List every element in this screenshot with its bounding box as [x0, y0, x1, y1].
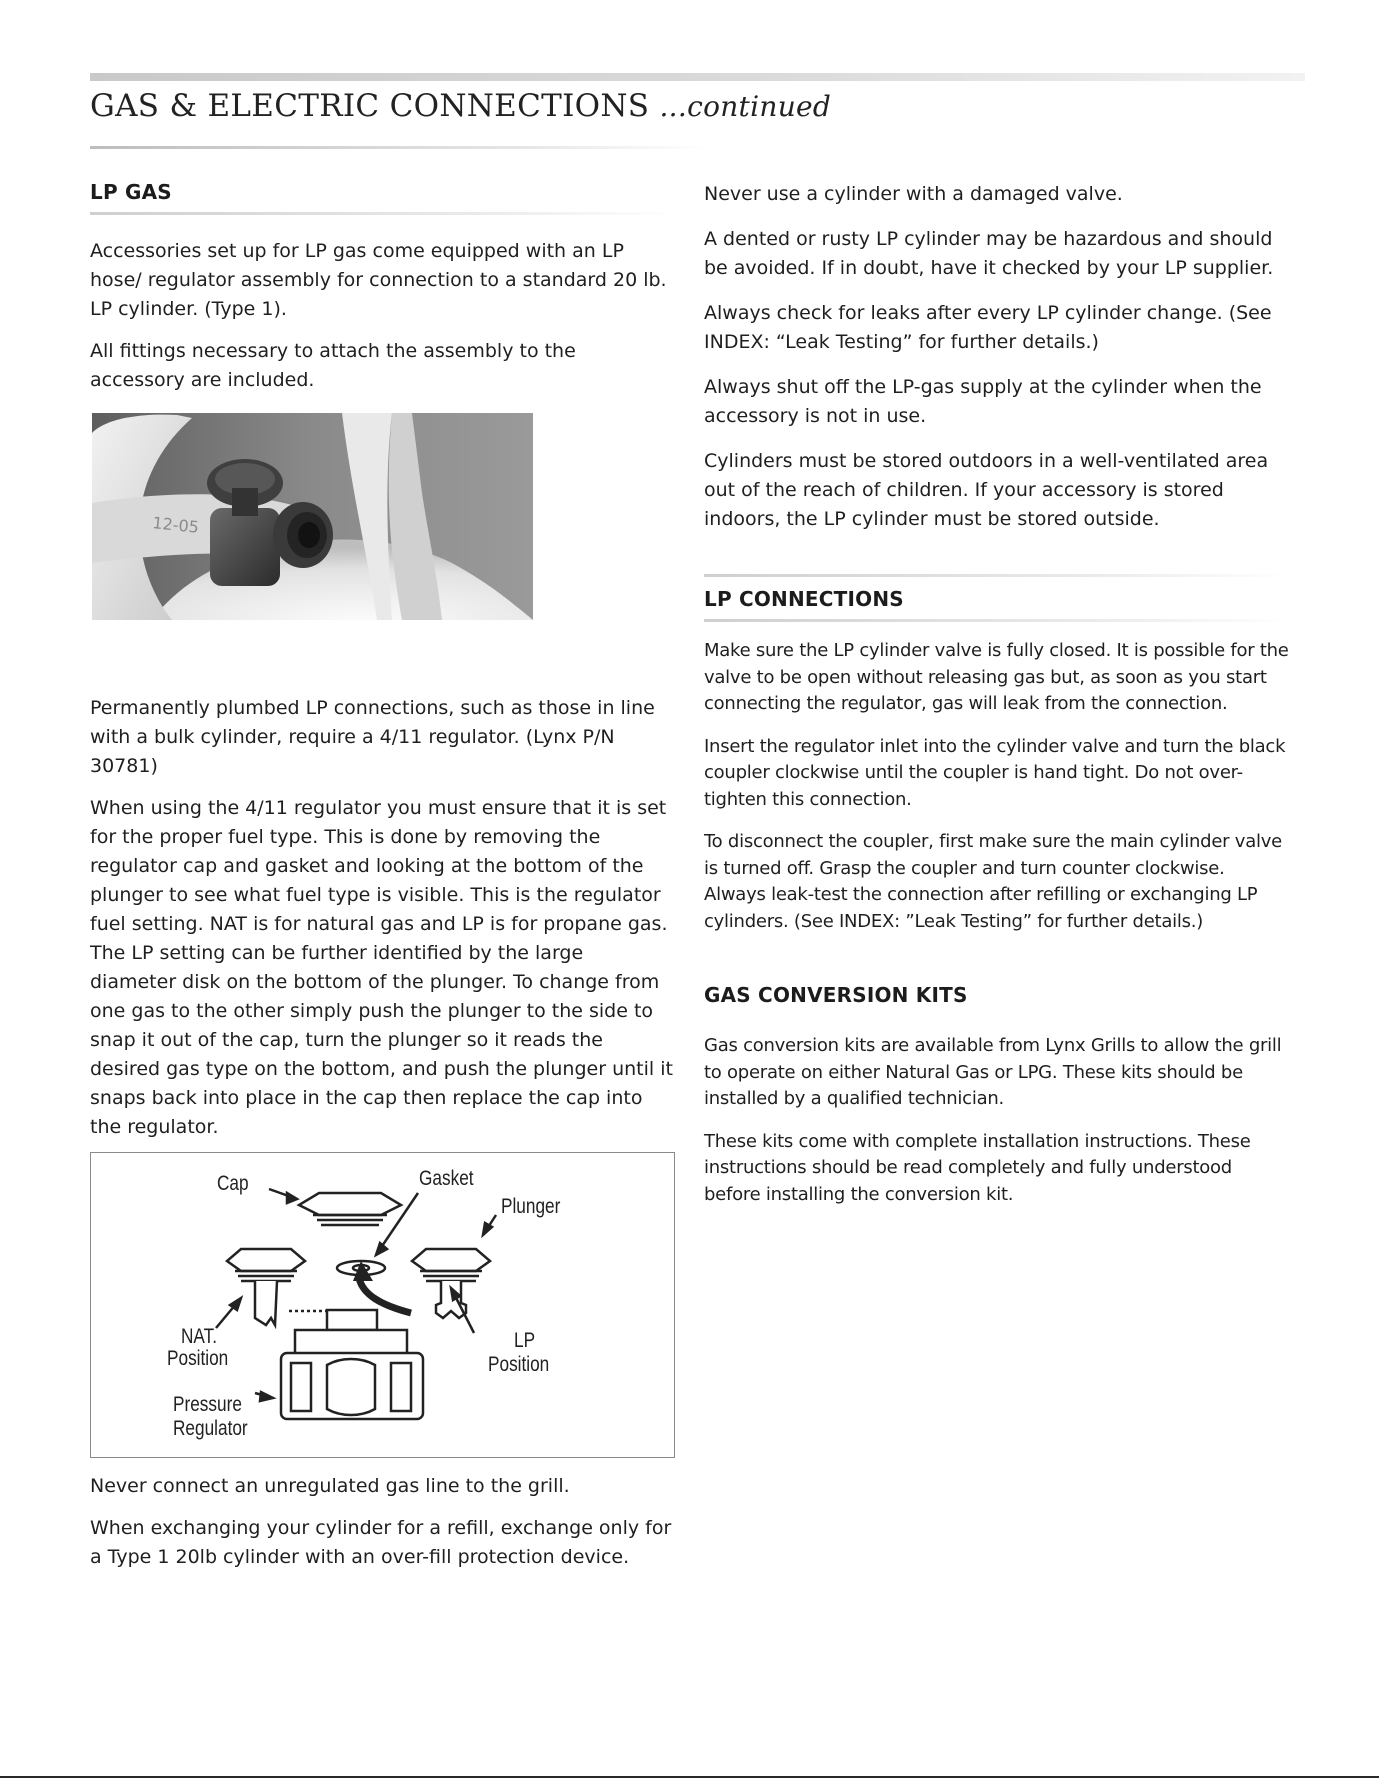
diagram-label-plunger: Plunger: [501, 1195, 561, 1218]
header-rule: [90, 73, 1305, 81]
conversion-kits-text: Gas conversion kits are available from Lynx Grills to allow the grill to operate on either Natural Gas or LPG. These kits should be installed by a qualified technician.: [704, 1035, 1282, 1109]
diagram-label-cap: Cap: [217, 1172, 249, 1195]
section-heading-gas-conversion: GAS CONVERSION KITS: [704, 983, 968, 1007]
diagram-label-lp: LP: [514, 1329, 536, 1352]
unregulated-warning: Never connect an unregulated gas line to the grill.: [90, 1475, 570, 1497]
conversion-instructions-text: These kits come with complete installation instructions. These instructions should be read completely and fully understood before installing the conversion kit.: [704, 1130, 1251, 1205]
section-heading-lp-gas: LP GAS: [90, 180, 172, 204]
right-column: [704, 180, 1289, 1208]
diagram-label-lp-position: Position: [488, 1353, 550, 1376]
cylinder-stamp-text: 12-05: [151, 513, 200, 537]
leak-check-text: Always check for leaks after every LP cylinder change. (See INDEX: “Leak Testing” for further details.): [704, 302, 1272, 353]
cylinder-exchange-text: When exchanging your cylinder for a refill, exchange only for a Type 1 20lb cylinder with an over-fill protection device.: [90, 1517, 672, 1568]
cylinder-valve-photo: [92, 413, 533, 620]
lp-gas-fittings: All fittings necessary to attach the assembly to the accessory are included.: [90, 340, 576, 391]
page-title-text: GAS & ELECTRIC CONNECTIONS: [90, 88, 650, 124]
page-title: [90, 88, 831, 124]
title-underline: [90, 146, 710, 149]
lp-gas-intro: Accessories set up for LP gas come equipped with an LP hose/ regulator assembly for connection to a standard 20 lb. LP cylinder. (Type 1).: [90, 240, 667, 320]
section-rule: [704, 619, 1289, 622]
left-column: [90, 180, 675, 1572]
diagram-label-regulator: Regulator: [173, 1417, 248, 1440]
diagram-label-nat-position: Position: [167, 1347, 229, 1370]
lp-bulk-regulator-text: Permanently plumbed LP connections, such as those in line with a bulk cylinder, require a 4/11 regulator. (Lynx P/N 30781): [90, 697, 655, 777]
storage-text: Cylinders must be stored outdoors in a well-ventilated area out of the reach of children. If your accessory is stored indoors, the LP cylinder must be stored outside.: [704, 450, 1269, 530]
damaged-valve-warning: Never use a cylinder with a damaged valve.: [704, 183, 1123, 205]
regulator-setting-instructions: When using the 4/11 regulator you must ensure that it is set for the proper fuel type. This is done by removing the regulator cap and gasket and looking at the bottom of the plunger to see what fuel type is visible. This is the regulator fuel setting. NAT is for natural gas and LP is for propane gas. The LP setting can be further identified by the large diameter disk on the bottom of the plunger. To change from one gas to the other simply push the plunger to the side to snap it out of the cap, turn the plunger so it reads the desired gas type on the bottom, and push the plunger until it snaps back into place in the cap then replace the cap into the regulator.: [90, 797, 673, 1138]
disconnect-coupler-text: To disconnect the coupler, first make sure the main cylinder valve is turned off. Grasp the coupler and turn counter clockwise. Always leak-test the connection after refilling or exchanging LP cylinders. (See INDEX: ”Leak Testing” for further details.): [704, 831, 1282, 932]
diagram-label-pressure: Pressure: [173, 1393, 242, 1416]
page-title-continued: ...continued: [659, 90, 832, 123]
regulator-diagram: [90, 1152, 675, 1458]
valve-closed-text: Make sure the LP cylinder valve is fully closed. It is possible for the valve to be open without releasing gas but, as soon as you start connecting the regulator, gas will leak from the connection.: [704, 640, 1289, 714]
diagram-label-gasket: Gasket: [419, 1167, 474, 1190]
cylinder-valve-illustration: [92, 413, 533, 620]
section-rule: [704, 574, 1289, 577]
insert-regulator-text: Insert the regulator inlet into the cylinder valve and turn the black coupler clockwise until the coupler is hand tight. Do not over-tighten this connection.: [704, 735, 1286, 810]
shut-off-text: Always shut off the LP-gas supply at the cylinder when the accessory is not in use.: [704, 376, 1262, 427]
footer-rule: [0, 1776, 1379, 1778]
section-rule: [90, 212, 675, 215]
dented-cylinder-warning: A dented or rusty LP cylinder may be hazardous and should be avoided. If in doubt, have it checked by your LP supplier.: [704, 228, 1274, 279]
section-heading-lp-connections: LP CONNECTIONS: [704, 587, 904, 611]
diagram-label-nat: NAT.: [181, 1325, 218, 1348]
